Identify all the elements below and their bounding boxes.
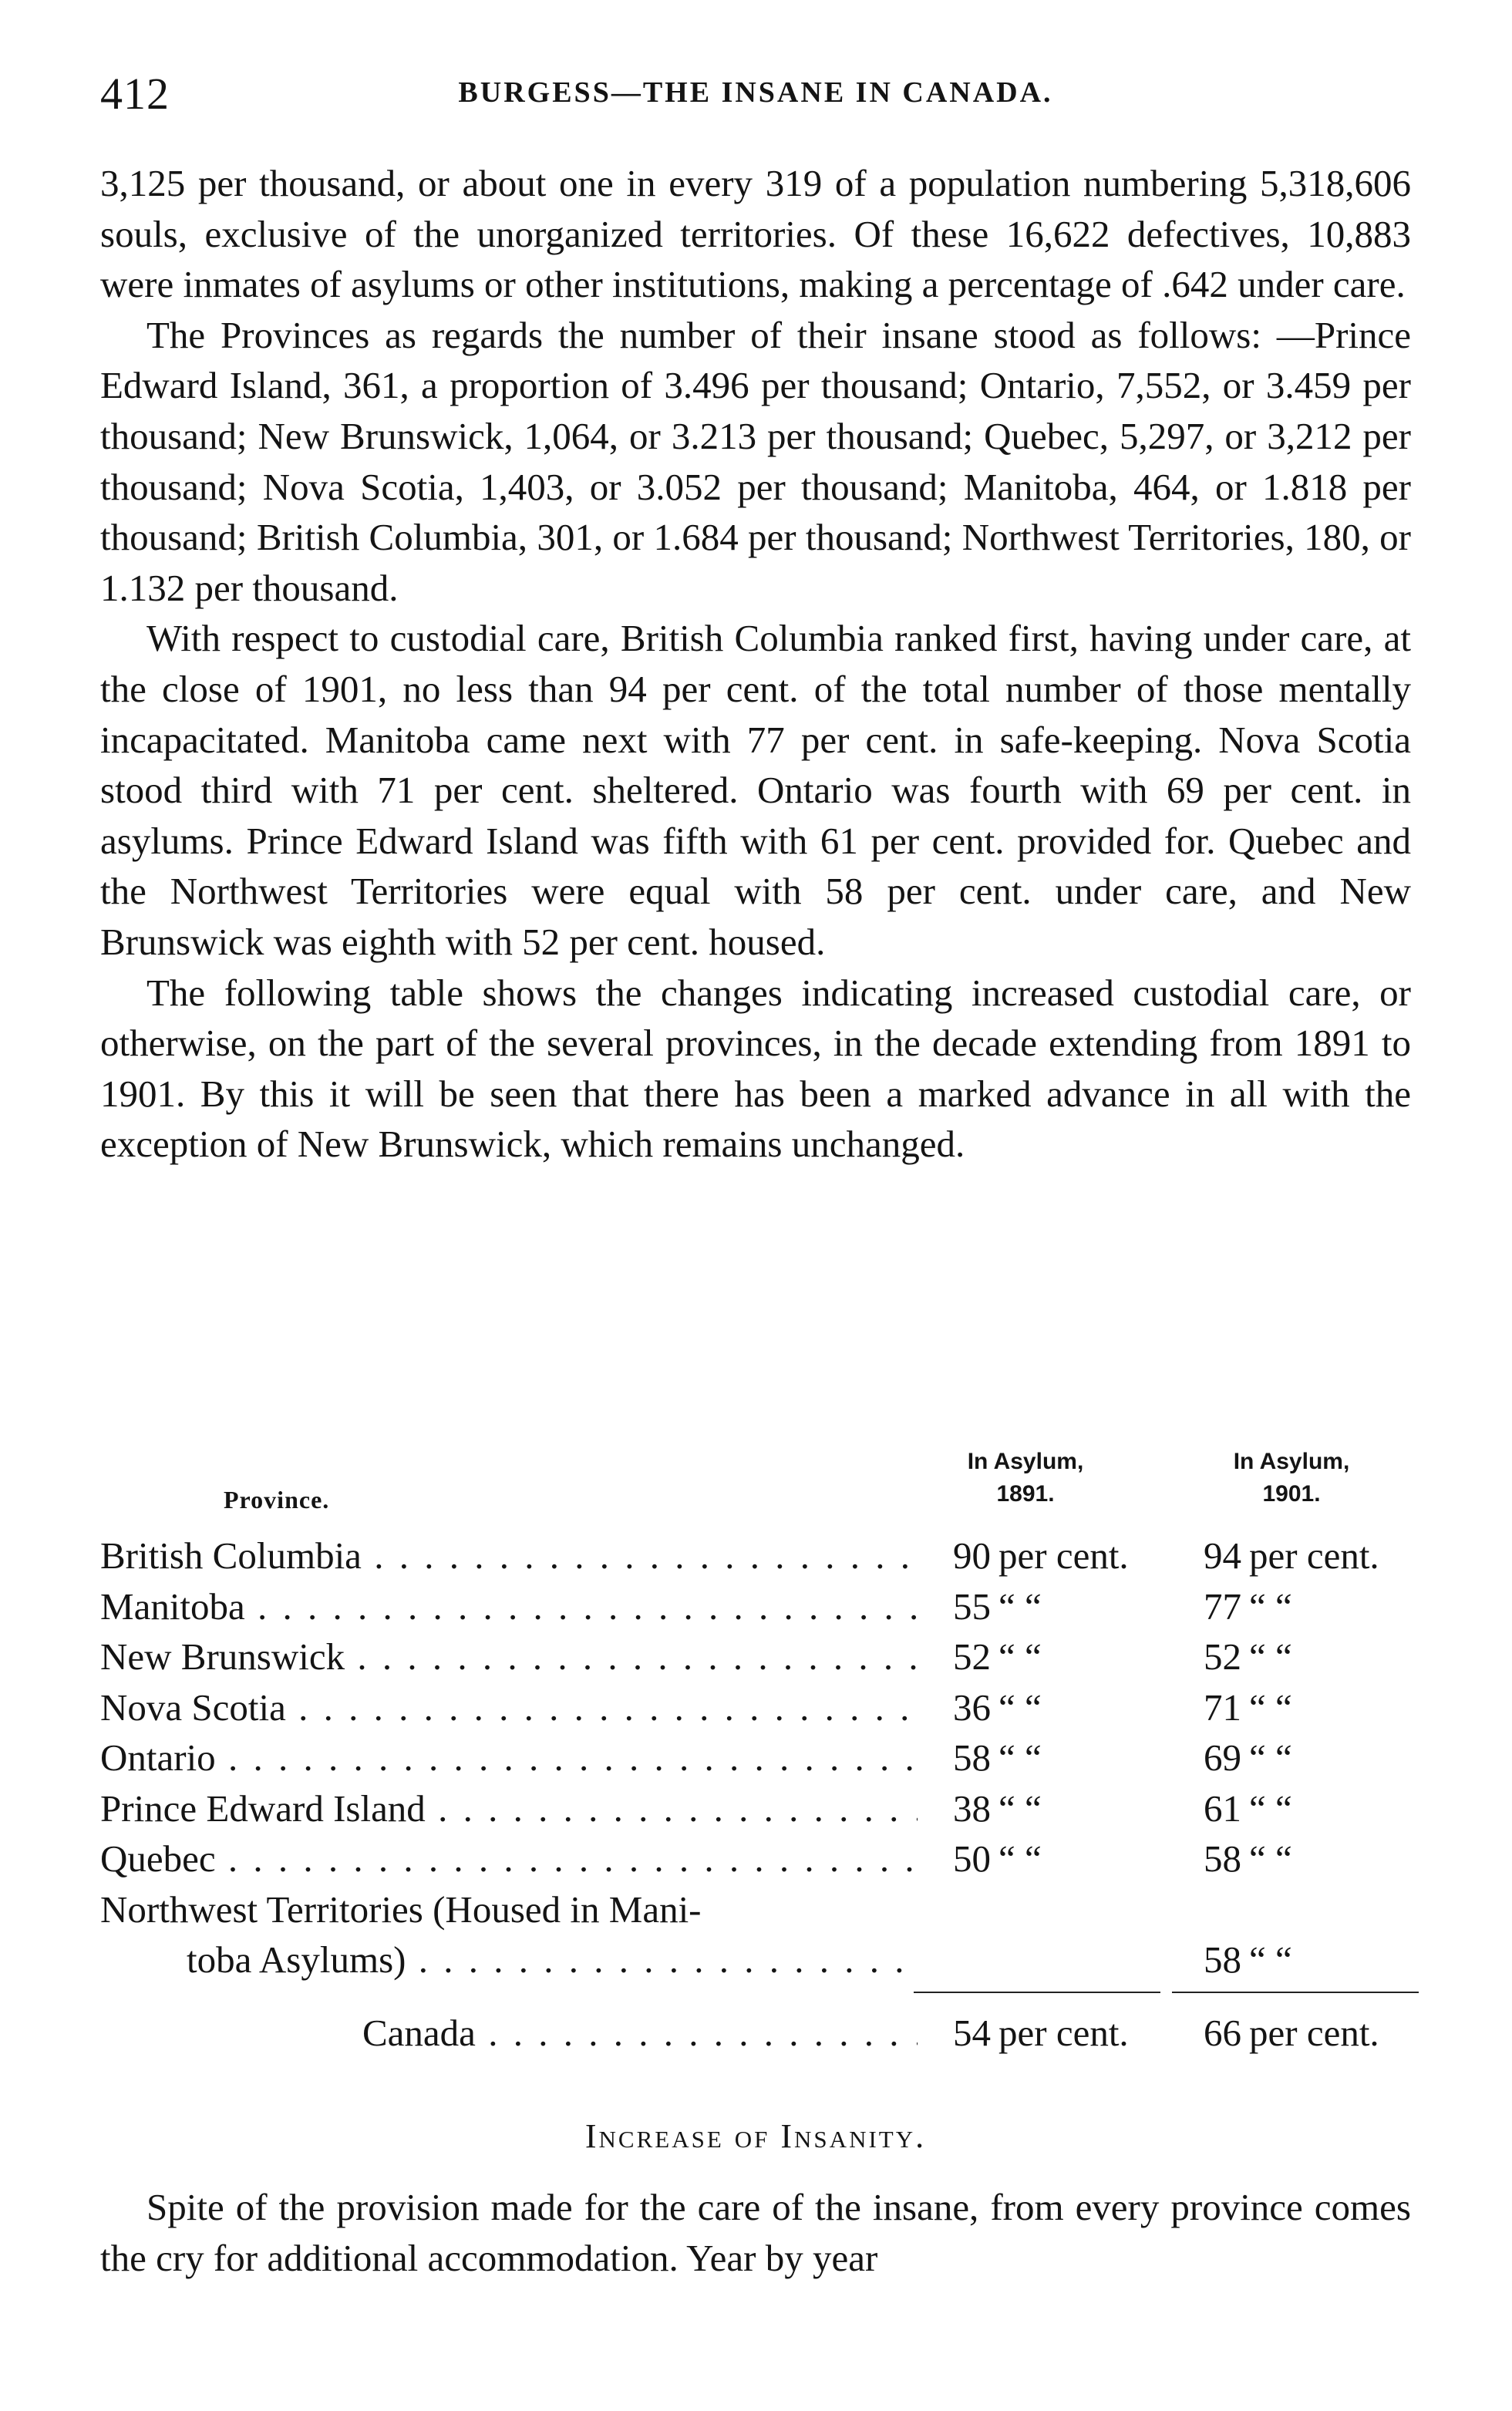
table-total-row [100, 2002, 1411, 2064]
column-header-1901: In Asylum, 1901. [1233, 1449, 1350, 1507]
unit-1901: “ “ [1249, 1837, 1292, 1880]
table-row [100, 1530, 1411, 1581]
column-header-province: Province. [224, 1486, 330, 1514]
page-number: 412 [100, 69, 170, 119]
table-row [100, 1884, 1411, 1935]
unit-1891: “ “ [998, 1584, 1042, 1628]
running-head: BURGESS—THE INSANE IN CANADA. [458, 76, 1053, 109]
province-name: Quebec . . . [100, 1834, 918, 1884]
rule-1891 [914, 1992, 1160, 1993]
province-name: Northwest Territories (Housed in Mani- [100, 1887, 702, 1931]
value-1891: 52 [953, 1635, 991, 1678]
table-row [100, 1935, 1411, 1985]
rule-1901 [1172, 1992, 1419, 1993]
province-name: British Columbia . . . [100, 1530, 918, 1581]
value-1901: 69 [1204, 1736, 1241, 1779]
value-1891: 50 [953, 1837, 991, 1880]
table-body [100, 1530, 1411, 1985]
unit-1901: “ “ [1249, 1736, 1292, 1779]
table-row [100, 1631, 1411, 1682]
total-unit-1901: per cent. [1249, 2011, 1379, 2054]
table-row [100, 1783, 1411, 1834]
value-1901: 61 [1204, 1786, 1241, 1830]
province-name: Nova Scotia . . . [100, 1682, 918, 1733]
unit-1901: “ “ [1249, 1584, 1292, 1628]
unit-1901: “ “ [1249, 1938, 1292, 1981]
paragraph-provinces: The Provinces as regards the number of their insane stood as follows: —Prince Edward Island, 361, a proportion of 3.496 per thousand; Ontario, 7,552, or 3.459 per thousand; New Brunswick, 1,064, or 3.213 per thousand; Quebec, 5,297, or 3,212 per thousand; Nova Scotia, 1,403, or 3.052 per thousand; Manitoba, 464, or 1.818 per thousand; British Columbia, 301, or 1.684 per thousand; Northwest Territories, 180, or 1.132 per thousand. [100, 313, 1411, 609]
paragraph-table-intro: The following table shows the changes indicating increased custodial care, or otherwise, on the part of the several provinces, in the decade extending from 1891 to 1901. By this it will be seen that there has been a marked advance in all with the exception of New Brunswick, which remains unchanged. [100, 971, 1411, 1166]
province-name: New Brunswick . . . [100, 1631, 918, 1682]
table-header [100, 1446, 1411, 1530]
body-text [100, 158, 1411, 1170]
unit-1901: per cent. [1249, 1534, 1379, 1577]
value-1891: 58 [953, 1736, 991, 1779]
province-name: Ontario . . . [100, 1732, 918, 1783]
total-1891: 54 [953, 2011, 991, 2054]
province-name-continued: toba Asylums) . . . [100, 1935, 918, 1985]
paragraph-continued: 3,125 per thousand, or about one in every 319 of a population numbering 5,318,606 souls, exclusive of the unorganized territories. Of these 16,622 defectives, 10,883 were inmates of asylums or other institutions, making a percentage of .642 under care. [100, 162, 1411, 306]
value-1891: 55 [953, 1584, 991, 1628]
unit-1891: “ “ [998, 1736, 1042, 1779]
unit-1891: “ “ [998, 1685, 1042, 1729]
province-name: Prince Edward Island . . . [100, 1783, 918, 1834]
unit-1901: “ “ [1249, 1685, 1292, 1729]
value-1891: 90 [953, 1534, 991, 1577]
value-1901: 58 [1204, 1938, 1241, 1981]
unit-1891: “ “ [998, 1786, 1042, 1830]
paragraph-closing: Spite of the provision made for the care of the insane, from every province comes the cry for additional accommodation. Year by year [100, 2186, 1411, 2279]
unit-1901: “ “ [1249, 1635, 1292, 1678]
province-name: Manitoba . . . [100, 1581, 918, 1632]
unit-1891: “ “ [998, 1837, 1042, 1880]
table-row [100, 1682, 1411, 1733]
table-row [100, 1581, 1411, 1632]
table-row [100, 1834, 1411, 1884]
value-1891: 38 [953, 1786, 991, 1830]
column-header-1891: In Asylum, 1891. [967, 1449, 1084, 1507]
value-1901: 58 [1204, 1837, 1241, 1880]
value-1891: 36 [953, 1685, 991, 1729]
section-heading: Increase of Insanity. [584, 2117, 927, 2155]
total-unit-1891: per cent. [998, 2011, 1129, 2054]
page-header [100, 68, 1411, 130]
total-label: Canada . . . [362, 2002, 918, 2064]
total-rules [100, 1985, 1411, 2002]
total-1901: 66 [1204, 2011, 1241, 2054]
table-row [100, 1732, 1411, 1783]
unit-1891: “ “ [998, 1635, 1042, 1678]
unit-1891: per cent. [998, 1534, 1129, 1577]
value-1901: 94 [1204, 1534, 1241, 1577]
asylum-table [100, 1446, 1411, 2064]
unit-1901: “ “ [1249, 1786, 1292, 1830]
value-1901: 77 [1204, 1584, 1241, 1628]
paragraph-custodial-care: With respect to custodial care, British Columbia ranked first, having under care, at the close of 1901, no less than 94 per cent. of the total number of those mentally incapacitated. Manitoba came next with 77 per cent. in safe-keeping. Nova Scotia stood third with 71 per cent. sheltered. Ontario was fourth with 69 per cent. in asylums. Prince Edward Island was fifth with 61 per cent. provided for. Quebec and the Northwest Territories were equal with 58 per cent. under care, and New Brunswick was eighth with 52 per cent. housed. [100, 617, 1411, 963]
value-1901: 52 [1204, 1635, 1241, 1678]
value-1901: 71 [1204, 1685, 1241, 1729]
